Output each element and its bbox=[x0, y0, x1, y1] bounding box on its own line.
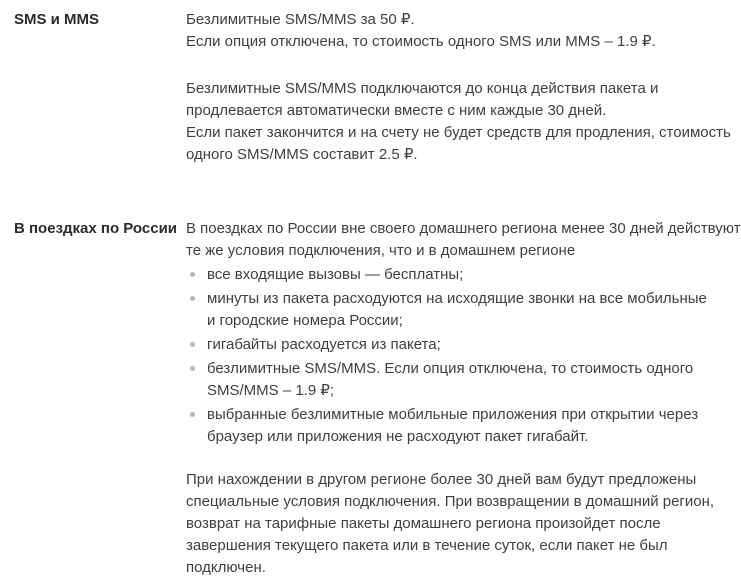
text-line: продлевается автоматически вместе с ним каждые 30 дней. bbox=[186, 102, 607, 119]
text-line: Безлимитные SMS/MMS за 50 ₽. bbox=[186, 11, 415, 28]
bullet-icon bbox=[190, 272, 195, 277]
text-line: Если опция отключена, то стоимость одного SMS или MMS – 1.9 ₽. bbox=[186, 33, 656, 50]
text-line: SMS/MMS – 1.9 ₽; bbox=[207, 382, 335, 399]
list-item-text bbox=[207, 288, 707, 332]
text-line: возврат на тарифные пакеты домашнего региона произойдет после bbox=[186, 515, 661, 532]
section-label-travel-russia: В поездках по России bbox=[14, 220, 178, 237]
text-line: Если пакет закончится и на счету не будет средств для продления, стоимость bbox=[186, 124, 731, 141]
text-line: безлимитные SMS/MMS. Если опция отключена, то стоимость одного bbox=[207, 360, 694, 377]
text-line: специальные условия подключения. При возвращении в домашний регион, bbox=[186, 493, 715, 510]
list-item bbox=[186, 288, 741, 332]
text-line: подключен. bbox=[186, 559, 266, 576]
list-item bbox=[186, 358, 741, 402]
text-line: те же условия подключения, что и в домашнем регионе bbox=[186, 242, 576, 259]
list-item-text bbox=[207, 264, 463, 286]
text-line: гигабайты расходуется из пакета; bbox=[207, 336, 441, 353]
text-line: завершения текущего пакета или в течение суток, если пакет не был bbox=[186, 537, 668, 554]
list-item bbox=[186, 334, 741, 356]
section-sms-mms bbox=[14, 9, 741, 166]
section-spacer bbox=[14, 166, 741, 218]
bullet-icon bbox=[190, 296, 195, 301]
paragraph bbox=[186, 78, 741, 166]
text-line: браузер или приложения не расходуют пакет гигабайт. bbox=[207, 428, 589, 445]
conditions-bullet-list bbox=[186, 264, 741, 448]
text-line: все входящие вызовы — бесплатны; bbox=[207, 266, 464, 283]
bullet-icon bbox=[190, 366, 195, 371]
list-item-text bbox=[207, 358, 693, 402]
text-line: и городские номера России; bbox=[207, 312, 403, 329]
section-label-sms-mms: SMS и MMS bbox=[14, 11, 100, 28]
bullet-icon bbox=[190, 412, 195, 417]
paragraph bbox=[186, 9, 741, 53]
list-item bbox=[186, 264, 741, 286]
section-content-sms-mms bbox=[186, 9, 741, 166]
section-content-travel-russia bbox=[186, 218, 741, 579]
intro-paragraph bbox=[186, 218, 741, 262]
text-line: В поездках по России вне своего домашнего региона менее 30 дней действуют bbox=[186, 220, 741, 237]
text-line: минуты из пакета расходуются на исходящие звонки на все мобильные bbox=[207, 290, 707, 307]
list-item bbox=[186, 404, 741, 448]
list-item-text bbox=[207, 404, 698, 448]
outro-paragraph bbox=[186, 469, 741, 579]
text-line: одного SMS/MMS составит 2.5 ₽. bbox=[186, 146, 418, 163]
bullet-icon bbox=[190, 342, 195, 347]
section-travel-russia bbox=[14, 218, 741, 579]
text-line: выбранные безлимитные мобильные приложения при открытии через bbox=[207, 406, 699, 423]
text-line: При нахождении в другом регионе более 30 дней вам будут предложены bbox=[186, 471, 697, 488]
list-item-text bbox=[207, 334, 441, 356]
text-line: Безлимитные SMS/MMS подключаются до конца действия пакета и bbox=[186, 80, 659, 97]
